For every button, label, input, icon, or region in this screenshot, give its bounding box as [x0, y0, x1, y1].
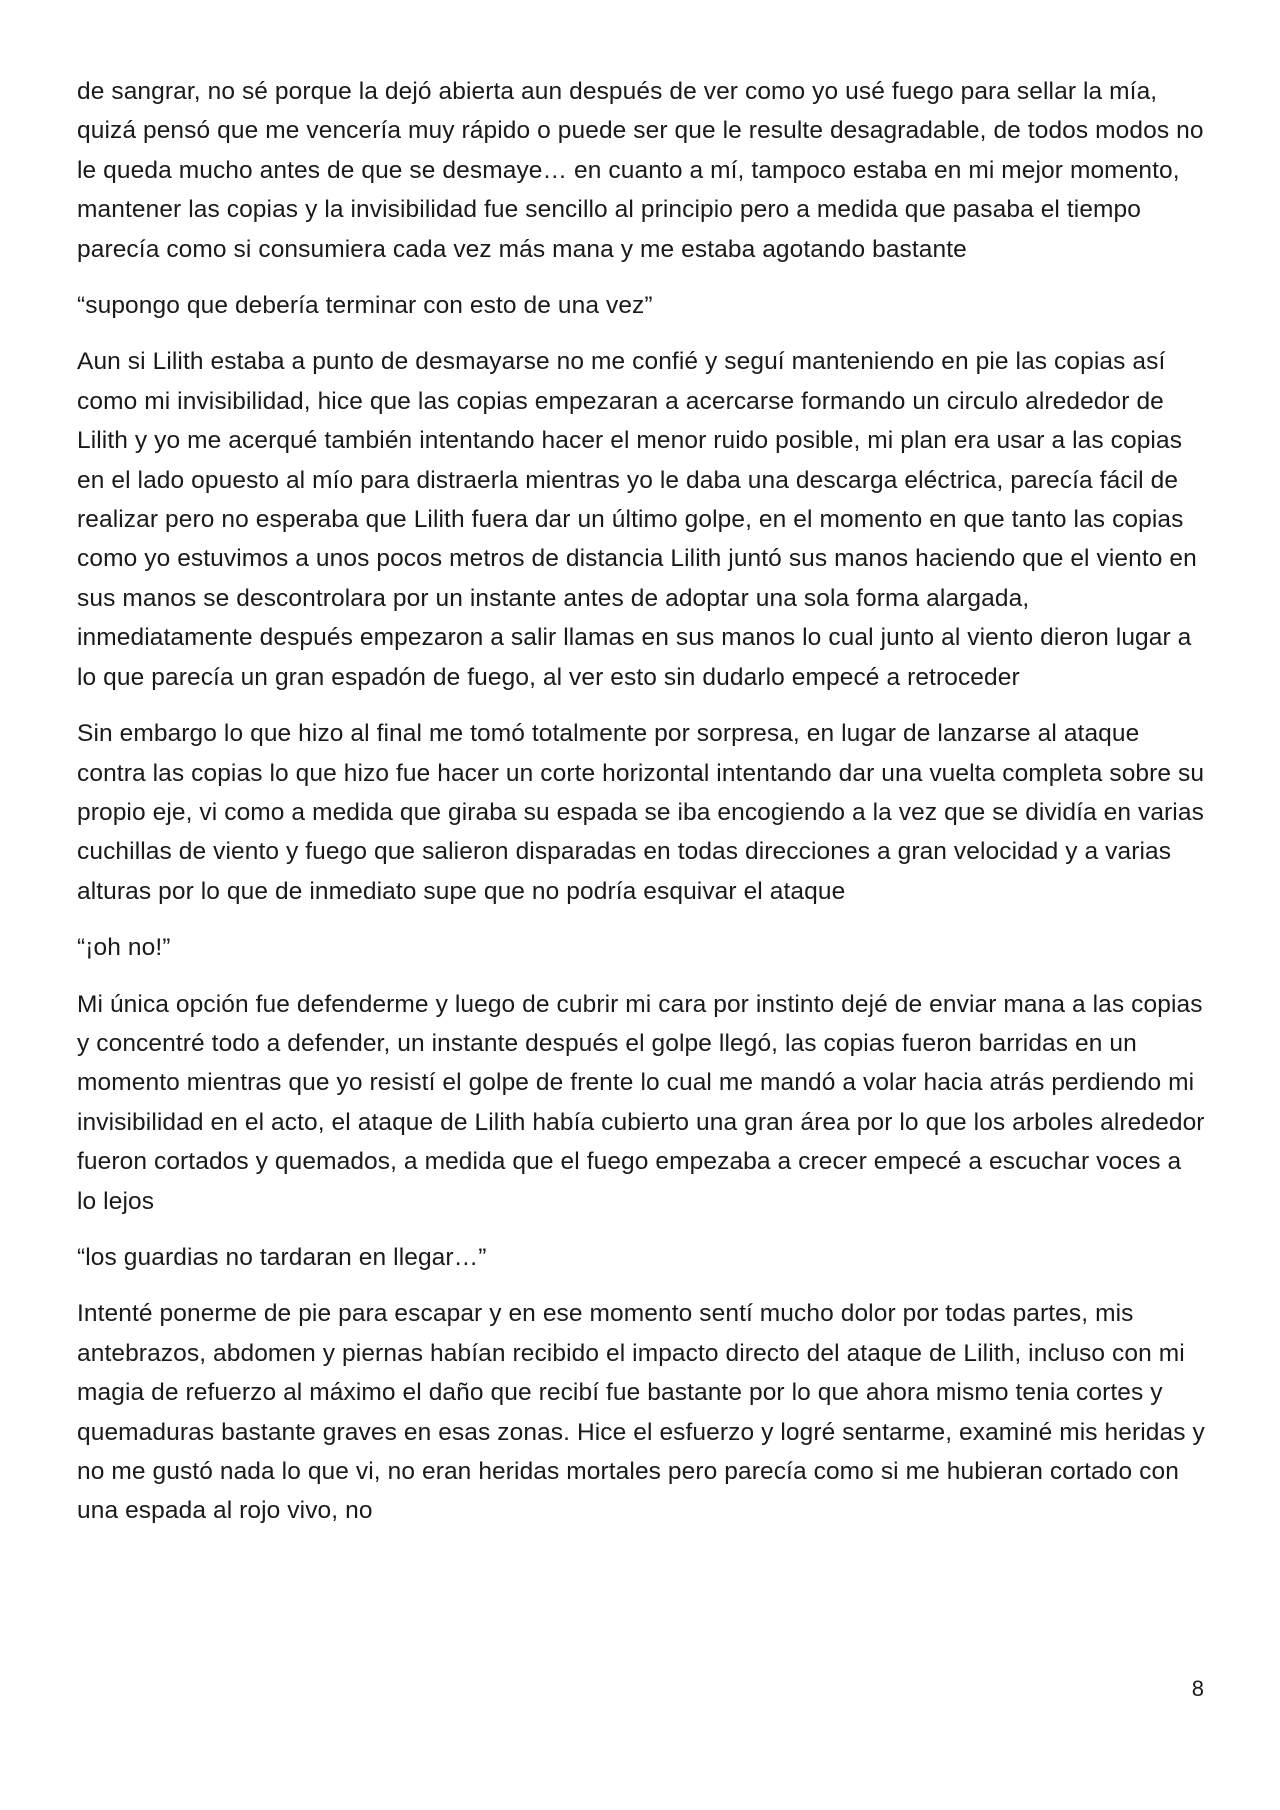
- dialogue-line: “los guardias no tardaran en llegar…”: [77, 1243, 487, 1271]
- body-text: [77, 72, 1207, 1548]
- paragraph: Mi única opción fue defenderme y luego de cubrir mi cara por instinto dejé de enviar mana a las copias y concentré todo a defender, un instante después el golpe llegó, las copias fueron barridas en un momento mientras que yo resistí el golpe de frente lo cual me mandó a volar hacia atrás perdiendo mi invisibilidad en el acto, el ataque de Lilith había cubierto una gran área por lo que los arboles alrededor fueron cortados y quemados, a medida que el fuego empezaba a crecer empecé a escuchar voces a lo lejos: [77, 990, 1205, 1215]
- page-number: 8: [1191, 1676, 1204, 1701]
- paragraph: de sangrar, no sé porque la dejó abierta aun después de ver como yo usé fuego para sellar la mía, quizá pensó que me vencería muy rápido o puede ser que le resulte desagradable, de todos modos no le queda mucho antes de que se desmaye… en cuanto a mí, tampoco estaba en mi mejor momento, mantener las copias y la invisibilidad fue sencillo al principio pero a medida que pasaba el tiempo parecía como si consumiera cada vez más mana y me estaba agotando bastante: [77, 78, 1204, 263]
- paragraph: Aun si Lilith estaba a punto de desmayarse no me confié y seguí manteniendo en pie las copias así como mi invisibilidad, hice que las copias empezaran a acercarse formando un circulo alrededor de Lilith y yo me acerqué también intentando hacer el menor ruido posible, mi plan era usar a las copias en el lado opuesto al mío para distraerla mientras yo le daba una descarga eléctrica, parecía fácil de realizar pero no esperaba que Lilith fuera dar un último golpe, en el momento en que tanto las copias como yo estuvimos a unos pocos metros de distancia Lilith juntó sus manos haciendo que el viento en sus manos se descontrolara por un instante antes de adoptar una sola forma alargada, inmediatamente después empezaron a salir llamas en sus manos lo cual junto al viento dieron lugar a lo que parecía un gran espadón de fuego, al ver esto sin dudarlo empecé a retroceder: [77, 348, 1197, 691]
- paragraph: Intenté ponerme de pie para escapar y en ese momento sentí mucho dolor por todas partes, mis antebrazos, abdomen y piernas habían recibido el impacto directo del ataque de Lilith, incluso con mi magia de refuerzo al máximo el daño que recibí fue bastante por lo que ahora mismo tenia cortes y quemaduras bastante graves en esas zonas. Hice el esfuerzo y logré sentarme, examiné mis heridas y no me gustó nada lo que vi, no eran heridas mortales pero parecía como si me hubieran cortado con una espada al rojo vivo, no: [77, 1300, 1205, 1525]
- paragraph: Sin embargo lo que hizo al final me tomó totalmente por sorpresa, en lugar de lanzarse al ataque contra las copias lo que hizo fue hacer un corte horizontal intentando dar una vuelta completa sobre su propio eje, vi como a medida que giraba su espada se iba encogiendo a la vez que se dividía en varias cuchillas de viento y fuego que salieron disparadas en todas direcciones a gran velocidad y a varias alturas por lo que de inmediato supe que no podría esquivar el ataque: [77, 720, 1205, 905]
- dialogue-line: “¡oh no!”: [77, 934, 171, 962]
- dialogue-line: “supongo que debería terminar con esto de una vez”: [77, 292, 653, 320]
